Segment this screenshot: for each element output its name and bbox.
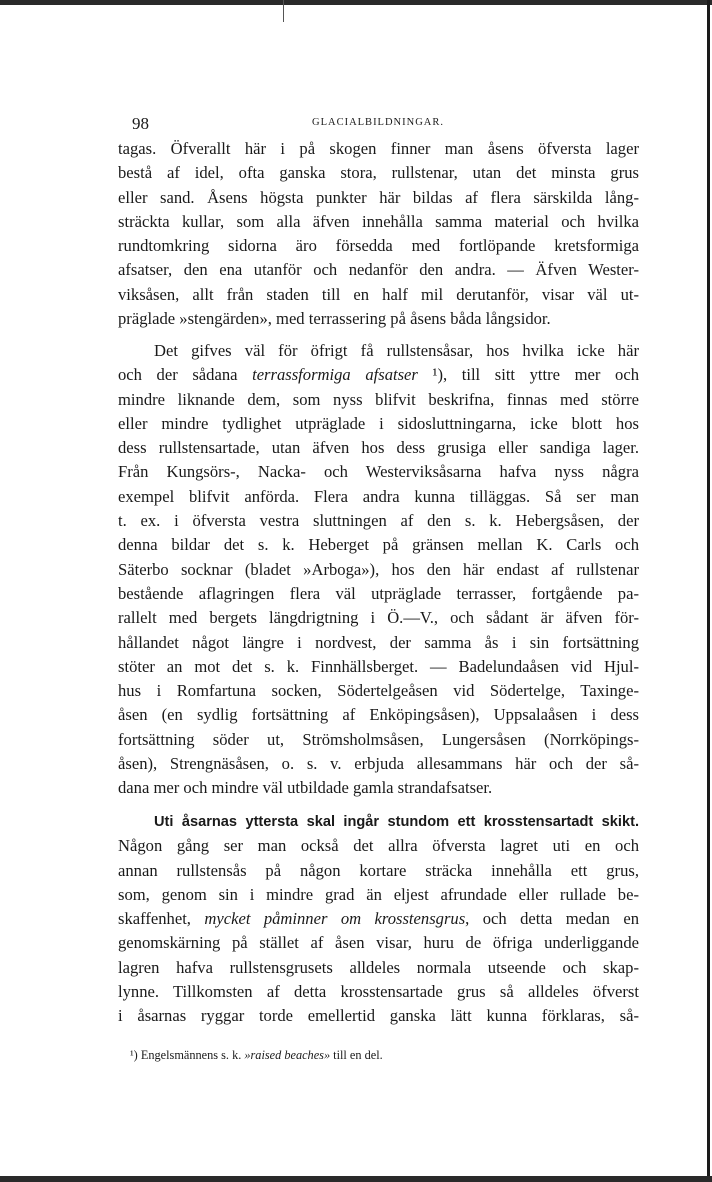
text-line: dana mer och mindre väl utbildade gamla strandafsatser. <box>118 778 493 798</box>
text-span: och der sådana <box>118 365 238 385</box>
paragraph-3 <box>118 810 639 1029</box>
text-line: eller sand. Åsens högsta punkter här bildas af flera särskilda lång- <box>118 187 639 207</box>
text-line: Säterbo socknar (bladet »Arboga»), hos den här endast af rullstenar <box>118 559 639 579</box>
text-line: rundtomkring sidorna äro försedda med fortlöpande kretsformiga <box>118 236 639 256</box>
text-span: skaffenhet, <box>118 909 191 929</box>
footnote <box>130 1048 383 1063</box>
text-line: Från Kungsörs-, Nacka- och Westerviksåsarna hafva nyss några <box>118 462 639 482</box>
page-number: 98 <box>132 114 149 133</box>
text-line: tagas. Öfverallt här i på skogen finner man åsens öfversta lager <box>118 139 639 158</box>
text-line: rallelt med bergets längdrigtning i Ö.—V., och sådant är äfven för- <box>118 608 639 628</box>
footnote-text: Engelsmännens s. k. <box>140 1048 242 1062</box>
scan-top-border <box>0 0 712 5</box>
text-line: åsen (en sydlig fortsättning af Enköpingsåsen), Uppsalaåsen i dess <box>118 705 639 725</box>
text-line: bestående aflagringen flera väl utpräglade terrasser, fortgående pa- <box>118 583 639 603</box>
text-line: Det gifves väl för öfrigt få rullstensåsar, hos hvilka icke här <box>154 341 639 360</box>
text-line: hållandet något längre i nordvest, der samma ås i sin fortsättning <box>118 632 639 652</box>
text-line <box>118 907 639 931</box>
paragraph-1 <box>118 137 639 331</box>
text-line: stöter an mot det s. k. Finnhällsberget. — Badelundaåsen vid Hjul- <box>118 656 639 676</box>
text-line: mindre liknande dem, som nyss blifvit beskrifna, finnas med större <box>118 389 639 409</box>
scan-right-border <box>707 0 710 1182</box>
text-line <box>118 363 639 387</box>
text-line: exempel blifvit anförda. Flera andra kunna tilläggas. Så ser man <box>118 486 639 506</box>
text-span: ¹), till sitt yttre mer och <box>432 365 639 385</box>
text-line: eller mindre tydlighet utpräglade i sidosluttningarna, icke blott hos <box>118 413 639 433</box>
text-line: t. ex. i öfversta vestra sluttningen af den s. k. Hebergsåsen, der <box>118 511 639 531</box>
section-heading: Uti åsarnas yttersta skal ingår stundom ett krosstensartadt skikt. <box>154 814 639 830</box>
text-line: annan rullstensås på någon kortare sträcka innehålla ett grus, <box>118 860 639 880</box>
page-header <box>118 114 638 136</box>
text-line: bestå af idel, ofta ganska stora, rullstenar, utan det minsta grus <box>118 163 639 183</box>
text-line: denna bildar det s. k. Heberget på gränsen mellan K. Carls och <box>118 535 639 555</box>
text-line: afsatser, den ena utanför och nedanför den andra. — Äfven Wester- <box>118 260 639 280</box>
text-line: viksåsen, allt från staden till en half mil derutanför, visar väl ut- <box>118 284 639 304</box>
footnote-text-end: till en del. <box>333 1048 383 1062</box>
scan-notch <box>283 0 284 22</box>
text-line: genomskärning på stället af åsen visar, huru de öfriga underliggande <box>118 933 639 953</box>
paragraph-2 <box>118 339 639 801</box>
running-title: GLACIALBILDNINGAR. <box>311 117 445 128</box>
text-line: lagren hafva rullstensgrusets alldeles normala utseende och skap- <box>118 957 639 977</box>
scan-bottom-border <box>0 1176 712 1182</box>
text-line: lynne. Tillkomsten af detta krosstensartade grus så alldeles öfverst <box>118 982 639 1002</box>
italic-term: terrassformiga afsatser <box>252 365 418 385</box>
text-line: präglade »stengärden», med terrassering på åsens båda långsidor. <box>118 309 551 329</box>
text-line: hus i Romfartuna socken, Södertelgeåsen vid Södertelge, Taxinge- <box>118 681 639 701</box>
text-line: dess rullstensartade, utan äfven hos dess grusiga eller sandiga lager. <box>118 438 639 458</box>
text-line: Någon gång ser man också det allra öfversta lagret uti en och <box>118 836 639 856</box>
footnote-marker: ¹) <box>130 1048 138 1062</box>
footnote-italic: »raised beaches» <box>244 1048 331 1062</box>
text-line: i åsarnas ryggar torde emellertid ganska lätt kunna förklaras, så- <box>118 1006 639 1026</box>
text-span: , och detta medan en <box>465 909 639 929</box>
text-line: fortsättning söder ut, Strömsholmsåsen, Lungersåsen (Norrköpings- <box>118 729 639 749</box>
text-line: sträckta kullar, som alla äfven innehålla samma material och hvilka <box>118 211 639 231</box>
text-line: som, genom sin i mindre grad än eljest afrundade eller rullade be- <box>118 884 639 904</box>
italic-term: mycket påminner om krosstensgrus <box>204 909 466 929</box>
text-line: åsen), Strengnäsåsen, o. s. v. erbjuda allesammans här och der så- <box>118 754 639 774</box>
